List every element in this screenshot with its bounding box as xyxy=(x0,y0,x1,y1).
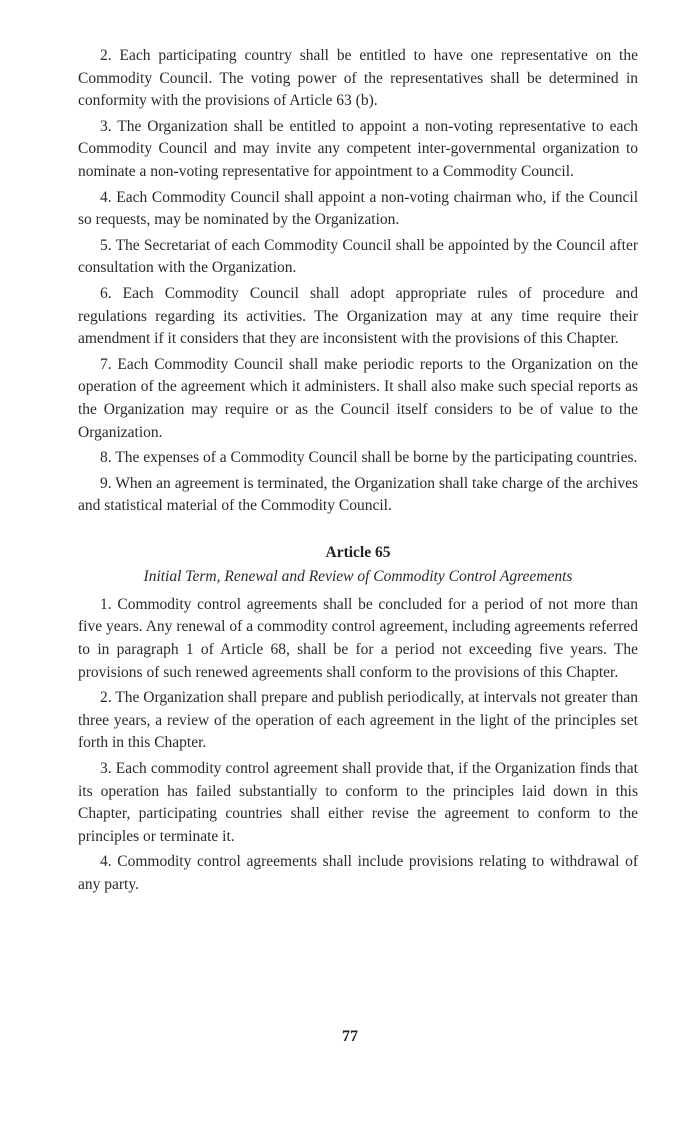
article-paragraph-2: 2. The Organization shall prepare and publish periodically, at intervals not greater than three years, a review of the operation of each agreement in the light of the principles set forth in this Chapter. xyxy=(78,689,638,752)
article-heading: Article 65 xyxy=(325,543,391,561)
article-65-section xyxy=(78,594,638,897)
paragraph-3: 3. The Organization shall be entitled to appoint a non-voting representative to each Commodity Council and may invite any competent inter-governmental organization to nominate a non-voting representative for appointment to a Commodity Council. xyxy=(78,117,638,180)
paragraph-9: 9. When an agreement is terminated, the Organization shall take charge of the archives and statistical material of the Commodity Council. xyxy=(78,474,638,515)
paragraph-6: 6. Each Commodity Council shall adopt appropriate rules of procedure and regulations regarding its activities. The Organization may at any time require their amendment if it considers that they are inconsistent with the provisions of this Chapter. xyxy=(78,284,638,348)
council-provisions-section xyxy=(78,45,638,518)
article-paragraph-1: 1. Commodity control agreements shall be concluded for a period of not more than five years. Any renewal of a commodity control agreement, including agreements referred to in paragraph 1 of Article 68, shall be for a period not exceeding five years. The provisions of such renewed agreements shall conform to the provisions of this Chapter. xyxy=(78,595,638,681)
paragraph-8: 8. The expenses of a Commodity Council shall be borne by the participating countries. xyxy=(100,449,638,467)
paragraph-5: 5. The Secretariat of each Commodity Council shall be appointed by the Council after consultation with the Organization. xyxy=(78,236,638,277)
paragraph-7: 7. Each Commodity Council shall make periodic reports to the Organization on the operation of the agreement which it administers. It shall also make such special reports as the Organization may require or as the Council itself considers to be of value to the Organization. xyxy=(78,355,638,441)
document-page xyxy=(78,45,638,897)
page-number: 77 xyxy=(342,1028,358,1045)
article-paragraph-4: 4. Commodity control agreements shall include provisions relating to withdrawal of any party. xyxy=(78,853,638,893)
article-subtitle: Initial Term, Renewal and Review of Commodity Control Agreements xyxy=(143,567,573,585)
paragraph-4: 4. Each Commodity Council shall appoint a non-voting chairman who, if the Council so requests, may be nominated by the Organization. xyxy=(78,188,638,229)
article-paragraph-3: 3. Each commodity control agreement shall provide that, if the Organization finds that its operation has failed substantially to conform to the principles laid down in this Chapter, participating countries shall either revise the agreement to conform to the principles or terminate it. xyxy=(78,760,638,845)
paragraph-2: 2. Each participating country shall be entitled to have one representative on the Commodity Council. The voting power of the representatives shall be determined in conformity with the provisions of Article 63 (b). xyxy=(78,47,638,110)
